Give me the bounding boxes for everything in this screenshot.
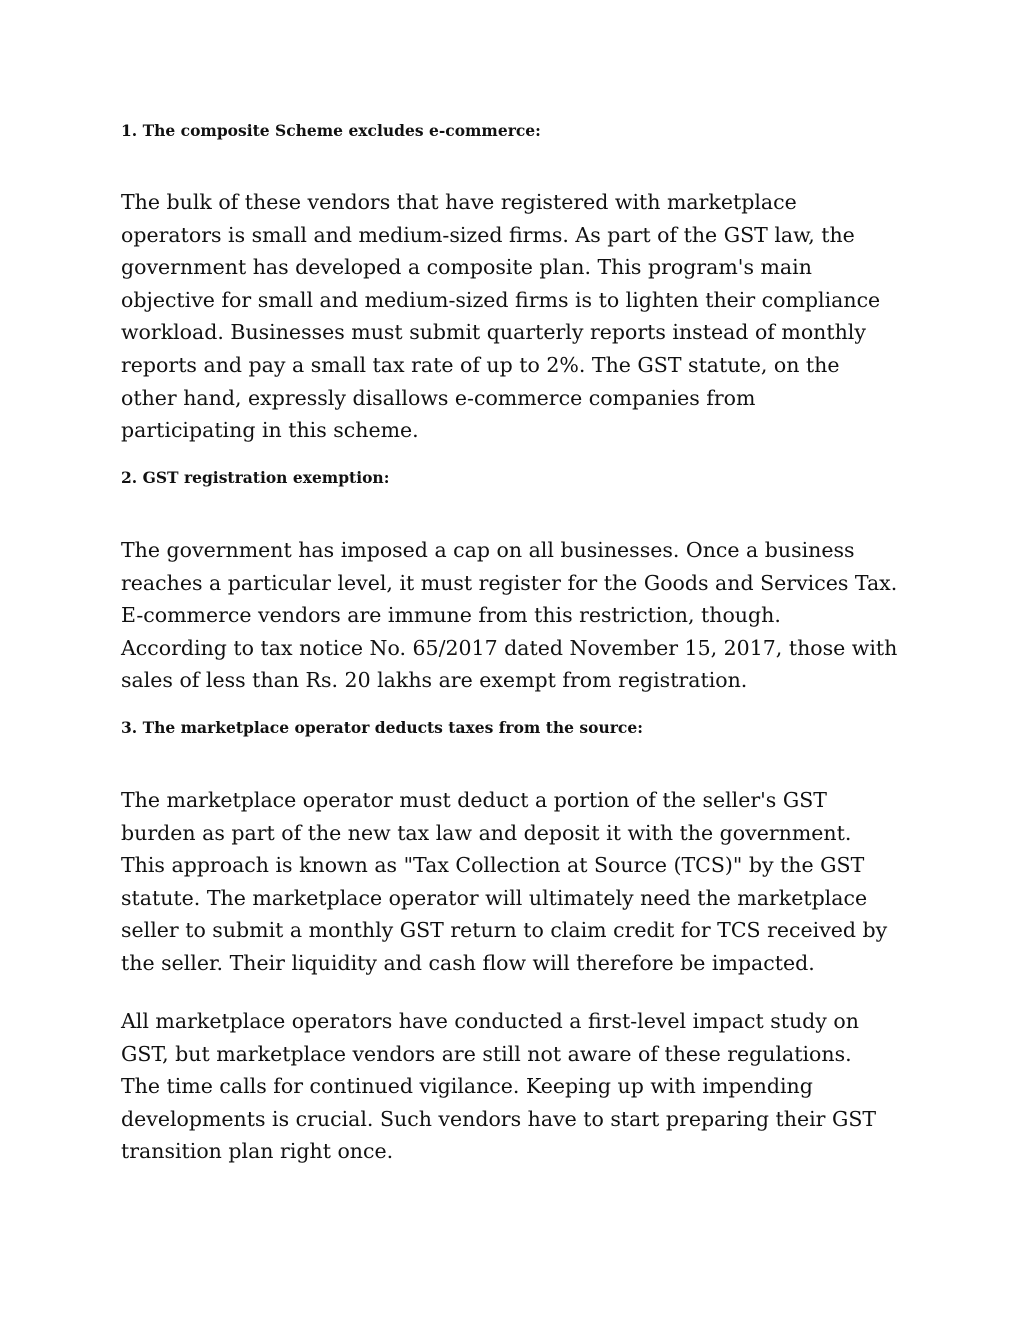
text-line: The bulk of these vendors that have registered with marketplace	[121, 190, 797, 214]
text-line: sales of less than Rs. 20 lakhs are exempt from registration.	[121, 668, 748, 693]
text-line: transition plan right once.	[121, 1139, 394, 1164]
text-line: seller to submit a monthly GST return to claim credit for TCS received by	[121, 918, 888, 943]
text-line: According to tax notice No. 65/2017 dated November 15, 2017, those with	[121, 635, 898, 660]
text-line: statute. The marketplace operator will ultimately need the marketplace	[121, 885, 868, 910]
text-line: This approach is known as "Tax Collection at Source (TCS)" by the GST	[121, 853, 865, 878]
text-line: The marketplace operator must deduct a portion of the seller's GST	[121, 788, 827, 812]
text-line: operators is small and medium-sized firms. As part of the GST law, the	[121, 222, 855, 247]
section-3-paragraph-1	[121, 784, 911, 980]
section-2-heading: 2. GST registration exemption:	[121, 468, 390, 487]
text-line: other hand, expressly disallows e-commerce companies from	[121, 385, 756, 410]
text-line: GST, but marketplace vendors are still not aware of these regulations.	[121, 1041, 852, 1066]
section-1-heading: 1. The composite Scheme excludes e-commerce:	[121, 121, 541, 140]
text-line: reaches a particular level, it must register for the Goods and Services Tax.	[121, 570, 898, 595]
text-line: E-commerce vendors are immune from this restriction, though.	[121, 603, 781, 628]
text-line: the seller. Their liquidity and cash flow will therefore be impacted.	[121, 950, 815, 975]
text-line: objective for small and medium-sized firms is to lighten their compliance	[121, 287, 881, 312]
text-line: All marketplace operators have conducted a first-level impact study on	[121, 1009, 859, 1033]
text-line: The government has imposed a cap on all businesses. Once a business	[121, 538, 855, 562]
text-line: The time calls for continued vigilance. Keeping up with impending	[121, 1074, 813, 1099]
section-1-paragraph-1	[121, 186, 911, 447]
text-line: government has developed a composite plan. This program's main	[121, 255, 812, 280]
text-line: workload. Businesses must submit quarterly reports instead of monthly	[121, 320, 866, 345]
section-3-heading: 3. The marketplace operator deducts taxes from the source:	[121, 718, 643, 737]
section-3-paragraph-2	[121, 1005, 911, 1168]
text-line: reports and pay a small tax rate of up to 2%. The GST statute, on the	[121, 352, 840, 377]
section-2-paragraph-1	[121, 534, 911, 697]
text-line: developments is crucial. Such vendors have to start preparing their GST	[121, 1106, 877, 1131]
text-line: burden as part of the new tax law and deposit it with the government.	[121, 820, 852, 845]
text-line: participating in this scheme.	[121, 418, 419, 443]
